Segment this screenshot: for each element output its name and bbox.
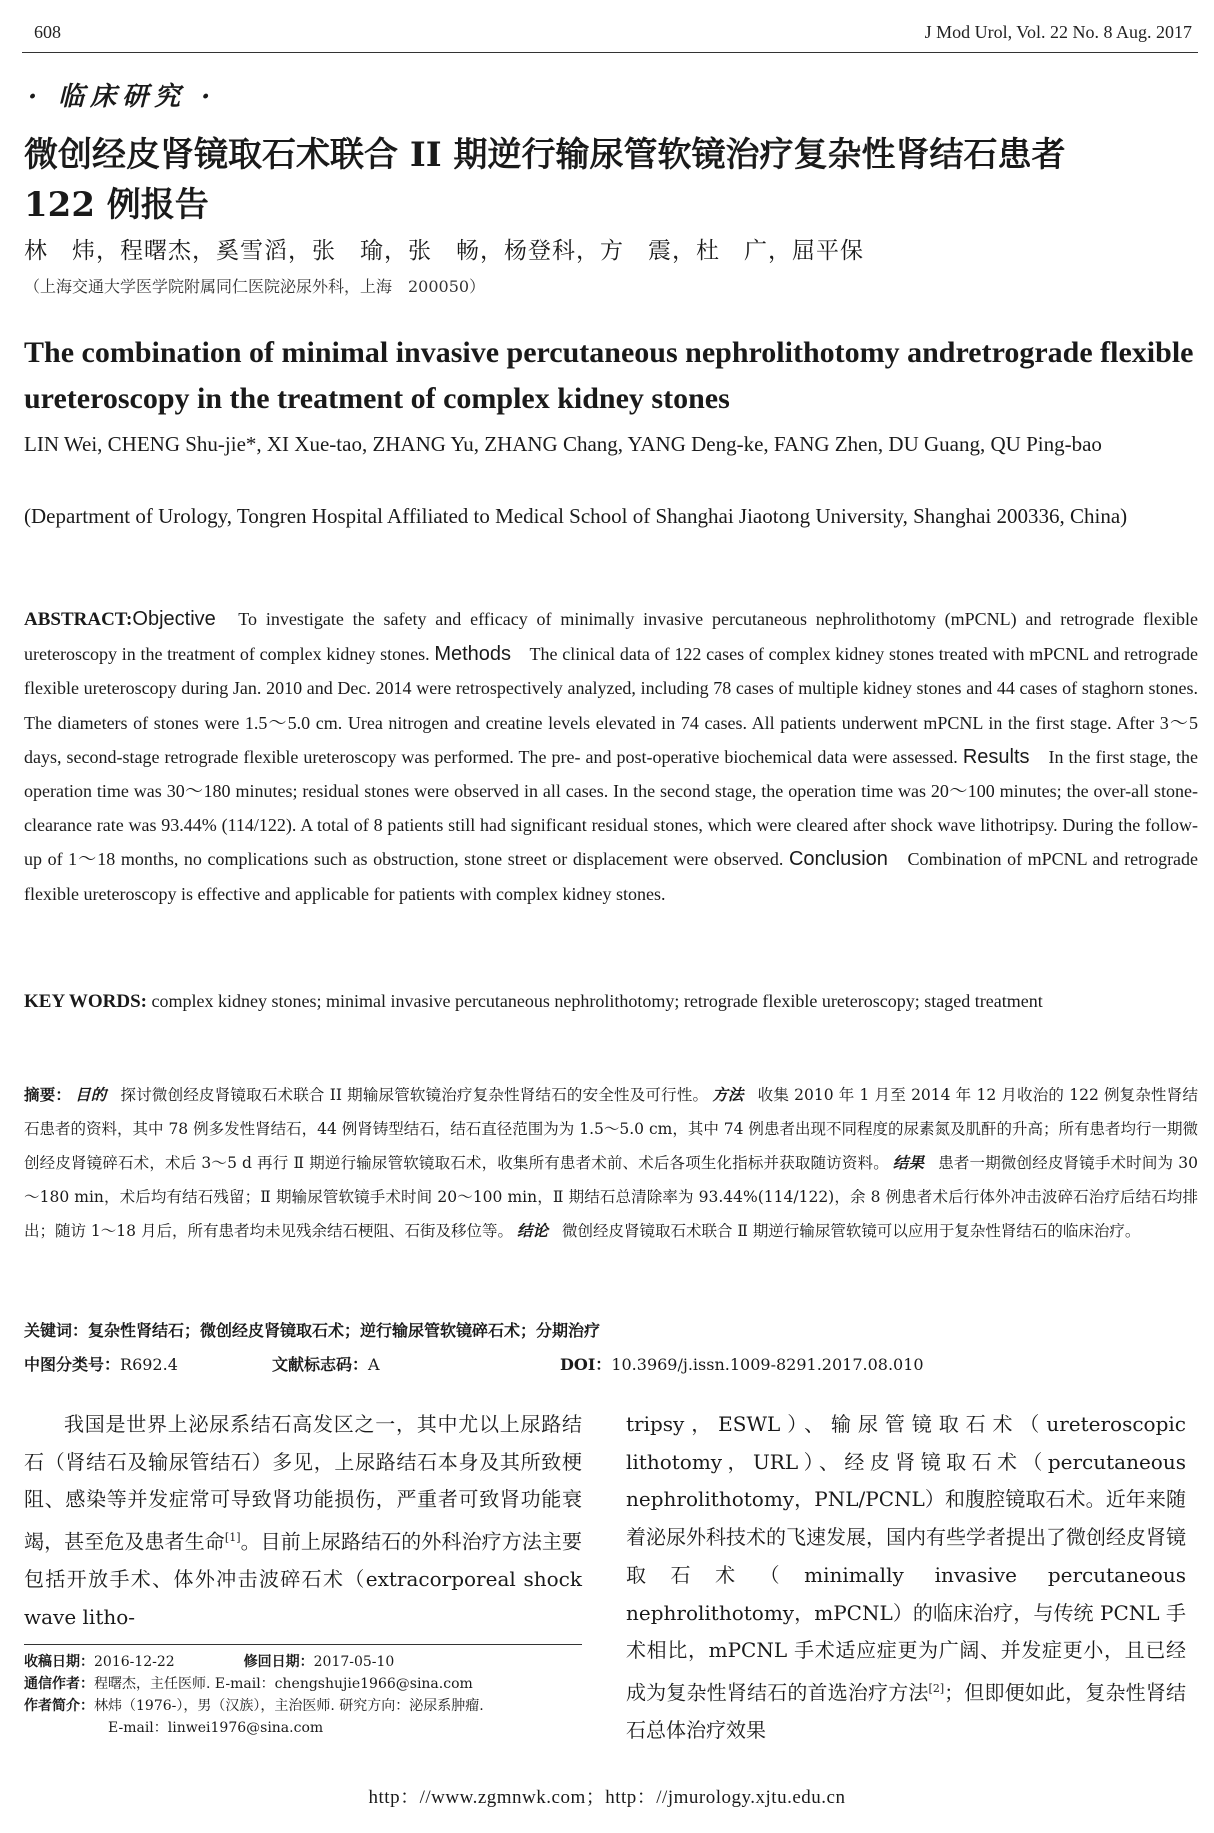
reference-1: [1]: [224, 1531, 241, 1545]
abstract-english: [24, 602, 1198, 911]
bio-text: 林炜（1976-），男（汉族），主治医师. 研究方向：泌尿系肿瘤.: [94, 1698, 484, 1714]
abstract-cn-label: 摘要：: [24, 1085, 72, 1104]
affiliation-english: (Department of Urology, Tongren Hospital Affiliated to Medical School of Shanghai Jiaotong University, Shanghai 200336, China): [24, 504, 1128, 528]
clc-number: [24, 1352, 178, 1375]
clc-label: 中图分类号：: [24, 1355, 121, 1374]
authors-english: LIN Wei, CHENG Shu-jie*, XI Xue-tao, ZHANG Yu, ZHANG Chang, YANG Deng-ke, FANG Zhen, DU Guang, QU Ping-bao: [24, 432, 1102, 456]
reference-2: [2]: [928, 1681, 945, 1695]
body-right-text: tripsy，ESWL）、输尿管镜取石术（ureteroscopic lithotomy，URL）、经皮肾镜取石术（percutaneous nephrolithotomy，PNL/PCNL）和腹腔镜取石术。近年来随着泌尿外科技术的飞速发展，国内有些学者提出了微创经皮肾镜取石术（minimally invasive percutaneous nephrolithotomy，mPCNL）的临床治疗，与传统 PCNL 手术相比，mPCNL 手术适应症更为广阔、并发症更小，且已经成为复杂性肾结石的首选治疗方法: [626, 1412, 1186, 1705]
footer-urls: http：//www.zgmnwk.com；http：//jmurology.xjtu.edu.cn: [368, 1787, 846, 1808]
bio-label: 作者简介：: [24, 1698, 94, 1714]
keywords-text: complex kidney stones; minimal invasive percutaneous nephrolithotomy; retrograde flexible ureteroscopy; staged treatment: [151, 991, 1043, 1011]
doc-label: 文献标志码：: [272, 1355, 369, 1374]
results-cn-label: 结果: [892, 1153, 925, 1173]
body-left-text-2: 。目前上尿路结石的外科治疗方法主要包括开放手术、体外冲击波碎石术（extracorporeal shock wave litho-: [24, 1529, 583, 1630]
conclusion-label: Conclusion: [788, 848, 888, 871]
objective-text: To investigate the safety and efficacy of minimally invasive percutaneous nephrolithotomy (mPCNL) and retrograde flexible ureteroscopy in the treatment of complex kidney stones.: [24, 609, 1198, 665]
title-chinese-line2: 122 例报告: [24, 185, 209, 225]
footnote-author-email: E-mail：linwei1976@sina.com: [108, 1720, 324, 1736]
journal-citation: J Mod Urol, Vol. 22 No. 8 Aug. 2017: [924, 22, 1192, 42]
authors-chinese: 林 炜，程曙杰，奚雪滔，张 瑜，张 畅，杨登科，方 震，杜 广，屈平保: [24, 238, 864, 264]
body-left-text: 我国是世界上泌尿系结石高发区之一，其中尤以上尿路结石（肾结石及输尿管结石）多见，上尿路结石本身及其所致梗阻、感染等并发症常可导致肾功能损伤，严重者可致肾功能衰竭，甚至危及患者生命: [24, 1412, 582, 1554]
page-number: 608: [34, 22, 61, 42]
keywords-label: KEY WORDS:: [24, 991, 147, 1012]
footnote-author-bio: [24, 1696, 584, 1717]
methods-cn-label: 方法: [712, 1085, 744, 1104]
received-date: 2016-12-22: [94, 1654, 175, 1670]
footnote-dates: [24, 1652, 584, 1673]
title-english: The combination of minimal invasive percutaneous nephrolithotomy andretrograde flexible ureteroscopy in the treatment of complex kidney stones: [24, 336, 1194, 415]
methods-text: The clinical data of 122 cases of complex kidney stones treated with mPCNL and retrograde flexible ureteroscopy during Jan. 2010 and Dec. 2014 were retrospectively analyzed, including 78 cases of multiple kidney stones and 44 cases of staghorn stones. The diameters of stones were 1.5～5.0 cm. Urea nitrogen and creatine levels elevated in 74 cases. All patients underwent mPCNL in the first stage. After 3～5 days, second-stage retrograde flexible ureteroscopy was performed. The pre- and post-operative biochemical data were assessed.: [24, 644, 1199, 767]
conclusion-cn-text: 微创经皮肾镜取石术联合 Ⅱ 期逆行输尿管软镜可以应用于复杂性肾结石的临床治疗。: [561, 1222, 1141, 1241]
body-paragraph: [24, 1406, 582, 1637]
objective-label: Objective: [132, 608, 216, 630]
results-cn-text: 患者一期微创经皮肾镜手术时间为 30～180 min，术后均有结石残留；Ⅱ 期输尿管软镜手术时间 20～100 min，Ⅱ 期结石总清除率为 93.44%(114/122)，余 8 例患者术后行体外冲击波碎石治疗后结石均排出；随访 1～18 月后，所有患者均未见残余结石梗阻、石街及移位等。: [24, 1154, 1198, 1241]
clc-value: R692.4: [120, 1355, 178, 1374]
revised-label: 修回日期：: [243, 1654, 314, 1670]
title-chinese-line1: 微创经皮肾镜取石术联合 II 期逆行输尿管软镜治疗复杂性肾结石患者: [24, 135, 1066, 175]
methods-cn-text: 收集 2010 年 1 月至 2014 年 12 月收治的 122 例复杂性肾结石患者的资料，其中 78 例多发性肾结石，44 例肾铸型结石，结石直径范围为为 1.5～5.0 cm，其中 74 例患者出现不同程度的尿素氮及肌酐的升高；所有患者均行一期微创经皮肾镜碎石术，术后 3～5 d 再行 Ⅱ 期逆行输尿管软镜取石术，收集所有患者术前、术后各项生化指标并获取随访资料。: [24, 1086, 1198, 1173]
affiliation-chinese: （上海交通大学医学院附属同仁医院泌尿外科，上海 200050）: [24, 277, 486, 296]
conclusion-cn-label: 结论: [516, 1221, 548, 1241]
body-paragraph-right: [626, 1406, 1186, 1750]
doi-label: DOI：: [560, 1355, 612, 1374]
keywords-chinese: 关键词：复杂性肾结石；微创经皮肾镜取石术；逆行输尿管软镜碎石术；分期治疗: [24, 1321, 601, 1340]
keywords-english: [24, 985, 1198, 1018]
footnote-correspondence: [24, 1674, 584, 1695]
abstract-chinese: [24, 1078, 1198, 1249]
body-column-right: [626, 1406, 1186, 1750]
results-label: Results: [962, 745, 1030, 768]
body-column-left: [24, 1406, 582, 1637]
received-label: 收稿日期：: [24, 1654, 94, 1670]
footnote-rule: [24, 1644, 582, 1645]
doc-value: A: [368, 1355, 380, 1374]
results-text: In the first stage, the operation time was 30～180 minutes; residual stones were observed in all cases. In the second stage, the operation time was 20～100 minutes; the over-all stone-clearance rate was 93.44% (114/122). A total of 8 patients still had significant residual stones, which were cleared after shock wave lithotripsy. During the follow-up of 1～18 months, no complications such as obstruction, stone street or displacement were observed.: [24, 746, 1199, 870]
section-label: · 临床研究 ·: [28, 82, 217, 112]
title-chinese: [24, 130, 1204, 230]
conclusion-text: Combination of mPCNL and retrograde flexible ureteroscopy is effective and applicable for patients with complex kidney stones.: [24, 849, 1199, 904]
doi-value: 10.3969/j.issn.1009-8291.2017.08.010: [611, 1355, 924, 1374]
methods-label: Methods: [434, 643, 512, 666]
document-code: [272, 1352, 380, 1375]
abstract-label: ABSTRACT:: [24, 609, 133, 630]
header-rule: [22, 52, 1198, 53]
objective-cn-label: 目的: [75, 1085, 107, 1104]
revised-date: 2017-05-10: [313, 1654, 395, 1670]
objective-cn-text: 探讨微创经皮肾镜取石术联合 II 期输尿管软镜治疗复杂性肾结石的安全性及可行性。: [120, 1086, 709, 1104]
body-right-text-2: ；但即便如此，复杂性肾结石总体治疗效果: [626, 1680, 1187, 1743]
corr-label: 通信作者：: [24, 1676, 94, 1692]
doi: [560, 1352, 924, 1375]
corr-text: 程曙杰，主任医师. E-mail：chengshujie1966@sina.com: [94, 1676, 473, 1692]
